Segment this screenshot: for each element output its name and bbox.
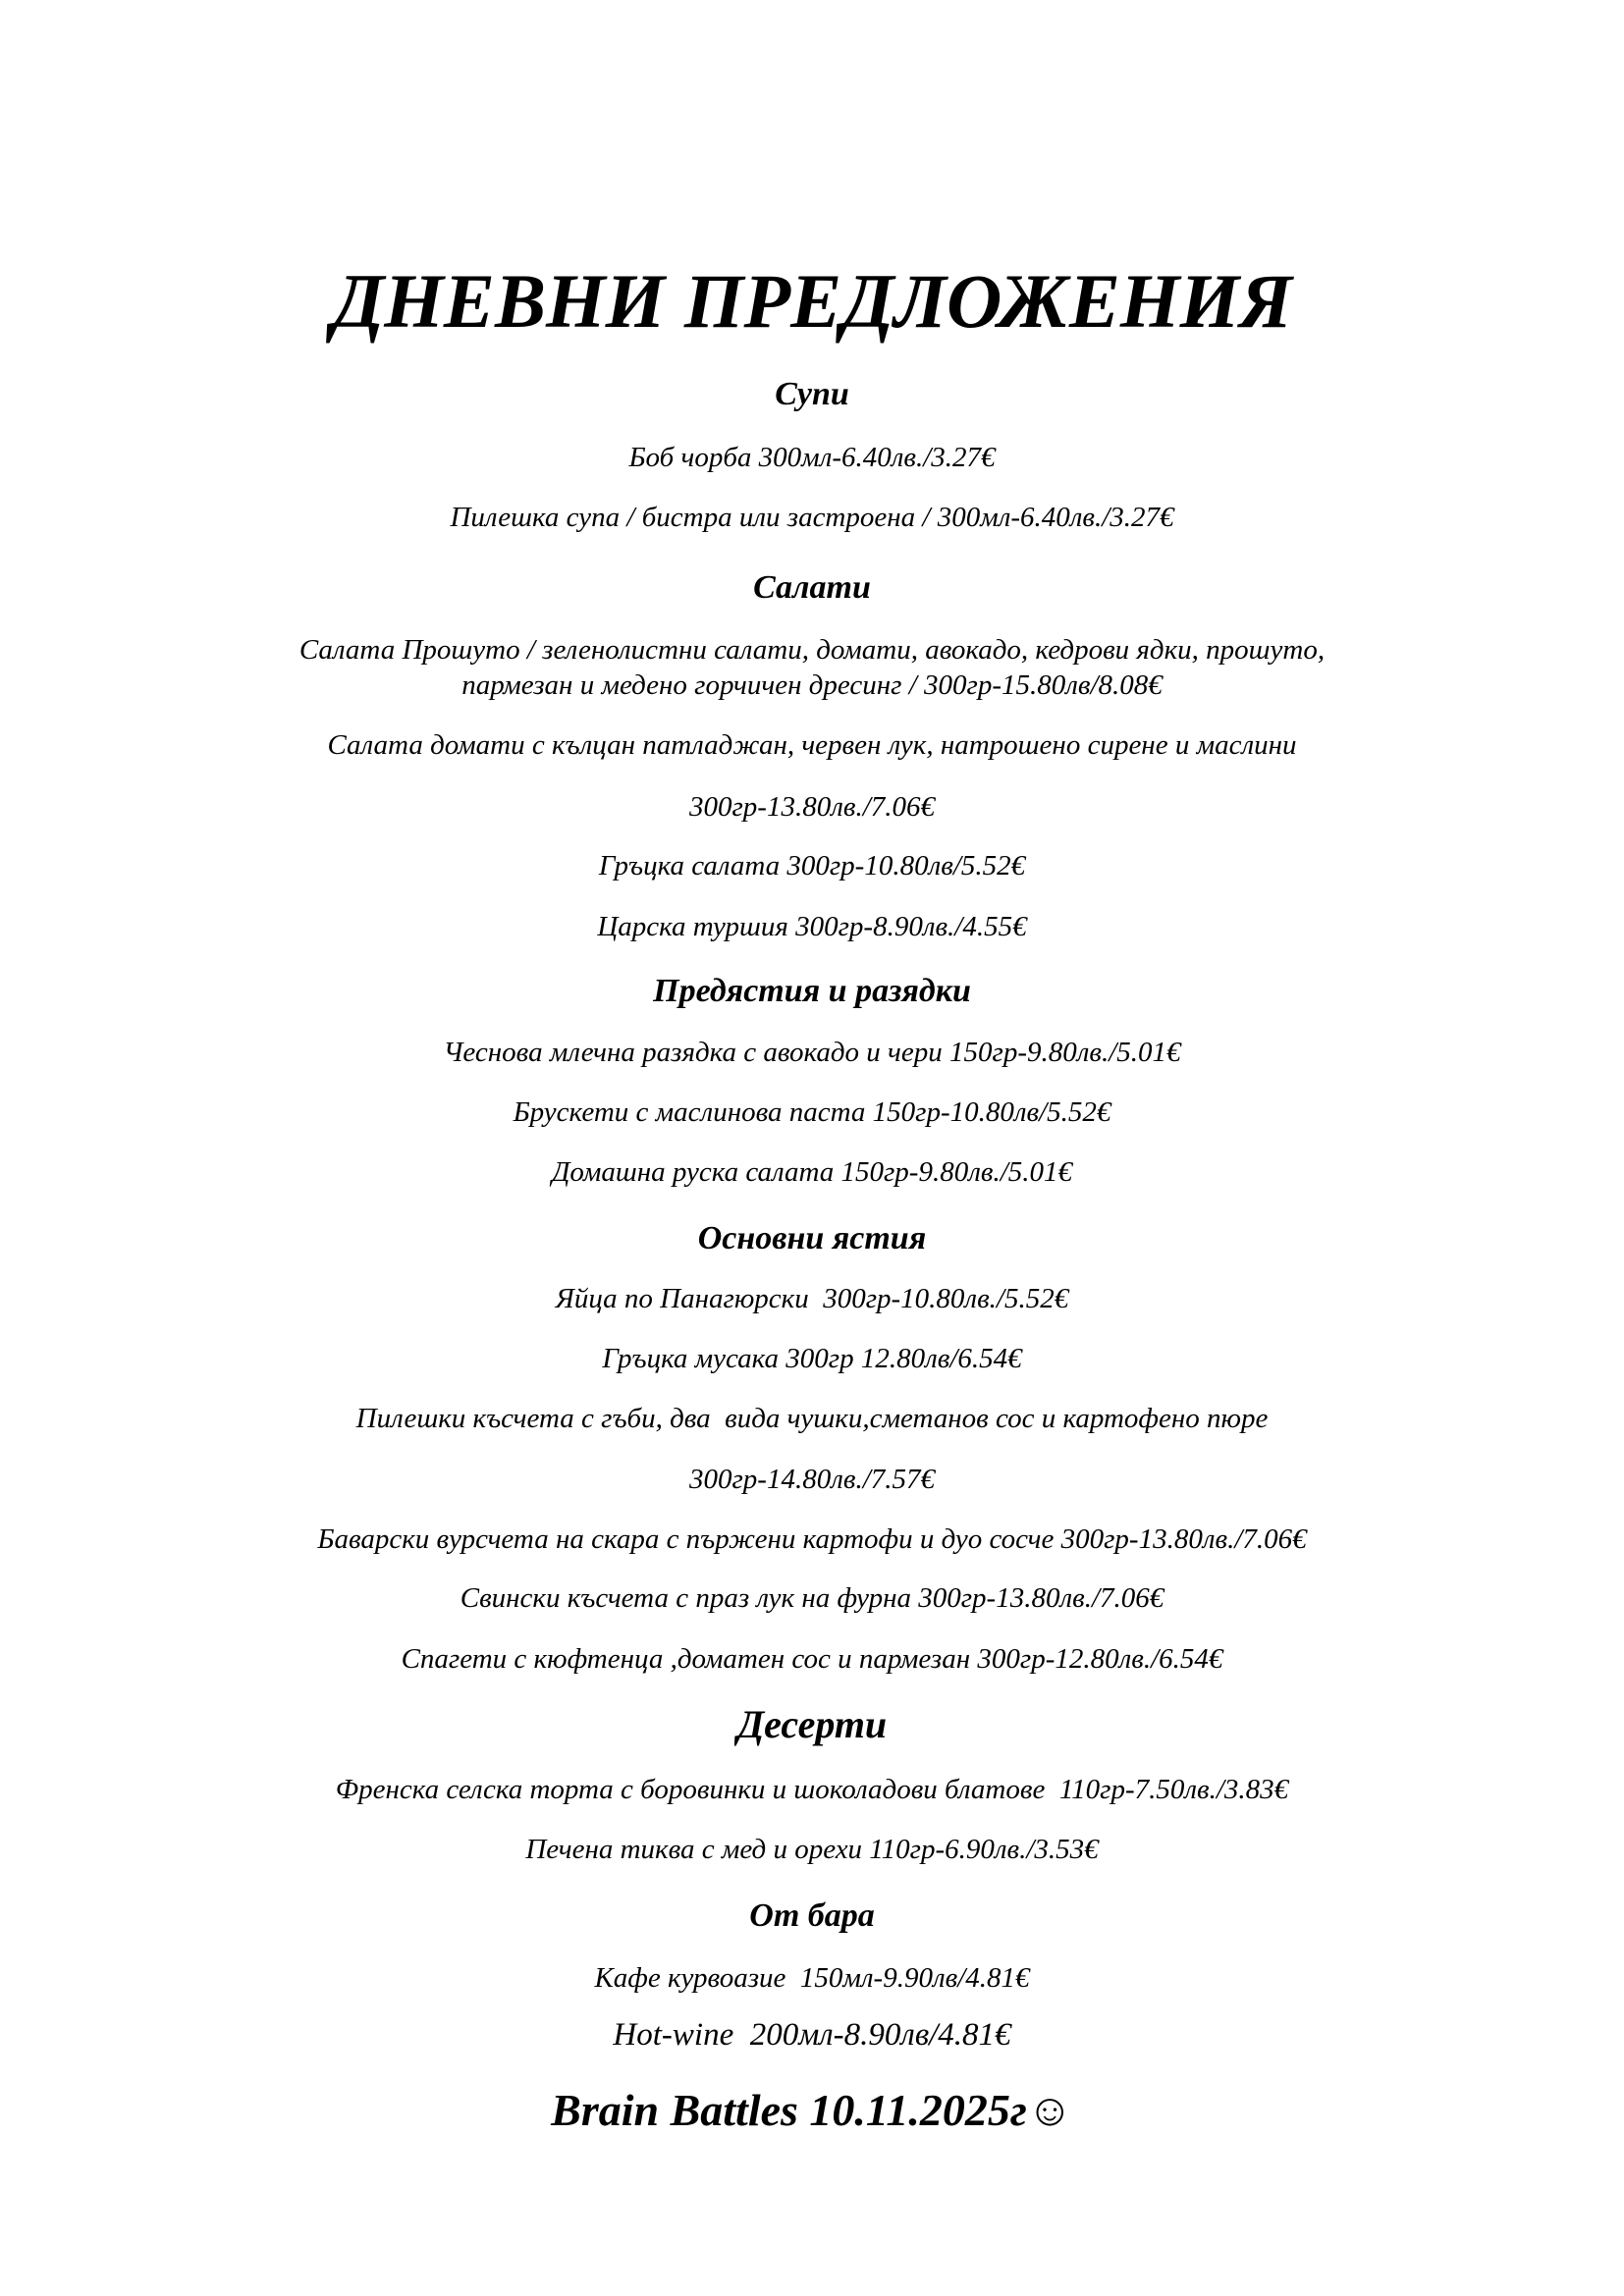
menu-item: Пилешка супа / бистра или застроена / 300мл-6.40лв./3.27€: [450, 502, 1174, 533]
menu-item: Гръцка мусака 300гр 12.80лв/6.54€: [602, 1343, 1022, 1374]
menu-item: Спагети с кюфтенца ,доматен сос и пармезан 300гр-12.80лв./6.54€: [401, 1643, 1223, 1675]
menu-item: 300гр-13.80лв./7.06€: [688, 791, 935, 823]
menu-item: Печена тиква с мед и орехи 110гр-6.90лв./3.53€: [525, 1834, 1099, 1865]
menu-item: Салата Прошуто / зеленолистни салати, домати, авокадо, кедрови ядки, прошуто,: [298, 634, 1326, 666]
menu-item: Баварски вурсчета на скара с пържени картофи и дуо сосче 300гр-13.80лв./7.06€: [317, 1523, 1307, 1555]
menu-item: Царска туршия 300гр-8.90лв./4.55€: [597, 911, 1027, 942]
menu-item: Чеснова млечна разядка с авокадо и чери 150гр-9.80лв./5.01€: [443, 1037, 1181, 1068]
menu-item: Яйца по Панагюрски 300гр-10.80лв./5.52€: [555, 1283, 1069, 1314]
menu-item: Гръцка салата 300гр-10.80лв/5.52€: [598, 850, 1026, 881]
section-heading-starters: Предястия и разядки: [653, 973, 971, 1009]
menu-item: пармезан и медено горчичен дресинг / 300гр-15.80лв/8.08€: [461, 669, 1163, 701]
section-heading-salads: Салати: [753, 569, 871, 606]
section-heading-desserts: Десерти: [736, 1702, 888, 1746]
section-heading-bar: От бара: [749, 1897, 875, 1934]
menu-item: Брускети с маслинова паста 150гр-10.80лв/5.52€: [513, 1096, 1111, 1128]
menu-item: Пилешки късчета с гъби, два вида чушки,сметанов сос и картофено пюре: [355, 1403, 1269, 1434]
menu-item: Боб чорба 300мл-6.40лв./3.27€: [628, 442, 996, 473]
menu-item: Hot-wine 200мл-8.90лв/4.81€: [613, 2017, 1011, 2053]
menu-item: Салата домати с кълцан патладжан, червен лук, натрошено сирене и маслини: [327, 729, 1297, 761]
section-heading-soups: Супи: [775, 376, 849, 412]
footer-event-line: Brain Battles 10.11.2025г☺: [551, 2085, 1073, 2135]
page-title: ДНЕВНИ ПРЕДЛОЖЕНИЯ: [331, 258, 1293, 344]
menu-item: Свински късчета с праз лук на фурна 300гр-13.80лв./7.06€: [460, 1582, 1164, 1614]
menu-item: Кафе курвоазие 150мл-9.90лв/4.81€: [594, 1962, 1030, 1994]
menu-item: Френска селска торта с боровинки и шоколадови блатове 110гр-7.50лв./3.83€: [335, 1774, 1289, 1805]
menu-item: Домашна руска салата 150гр-9.80лв./5.01€: [551, 1156, 1072, 1188]
section-heading-mains: Основни ястия: [697, 1220, 927, 1256]
menu-item: 300гр-14.80лв./7.57€: [688, 1464, 935, 1495]
